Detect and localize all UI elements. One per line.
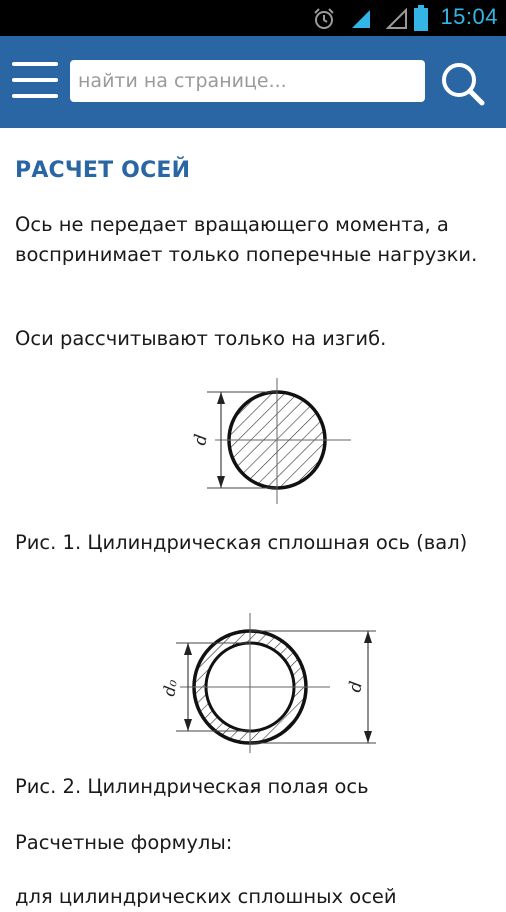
alarm-icon [312, 8, 336, 30]
paragraph: для цилиндрических сплошных осей [15, 885, 397, 908]
figure-caption: Рис. 2. Цилиндрическая полая ось [15, 775, 369, 798]
status-bar [0, 0, 506, 36]
page-title: РАСЧЕТ ОСЕЙ [15, 158, 191, 183]
dimension-label-inner: d₀ [159, 677, 181, 698]
hamburger-menu-icon[interactable] [12, 58, 58, 106]
search-icon[interactable] [434, 56, 490, 108]
app-bar [0, 36, 506, 128]
battery-icon [414, 5, 428, 31]
signal-icon [350, 8, 372, 30]
search-input[interactable] [70, 60, 425, 102]
paragraph: Оси рассчитывают только на изгиб. [15, 327, 387, 350]
signal-empty-icon [386, 8, 408, 30]
paragraph: Расчетные формулы: [15, 831, 233, 854]
dimension-label: d [190, 432, 212, 447]
paragraph: Ось не передает вращающего момента, а воспринимает только поперечные нагрузки. [15, 213, 478, 266]
clock: 15:04 [440, 4, 498, 29]
figure-caption: Рис. 1. Цилиндрическая сплошная ось (вал) [15, 531, 468, 554]
dimension-label-outer: d [345, 679, 367, 694]
figure-hollow-axis-drawing [140, 613, 380, 753]
figure-solid-axis-drawing [155, 370, 375, 510]
